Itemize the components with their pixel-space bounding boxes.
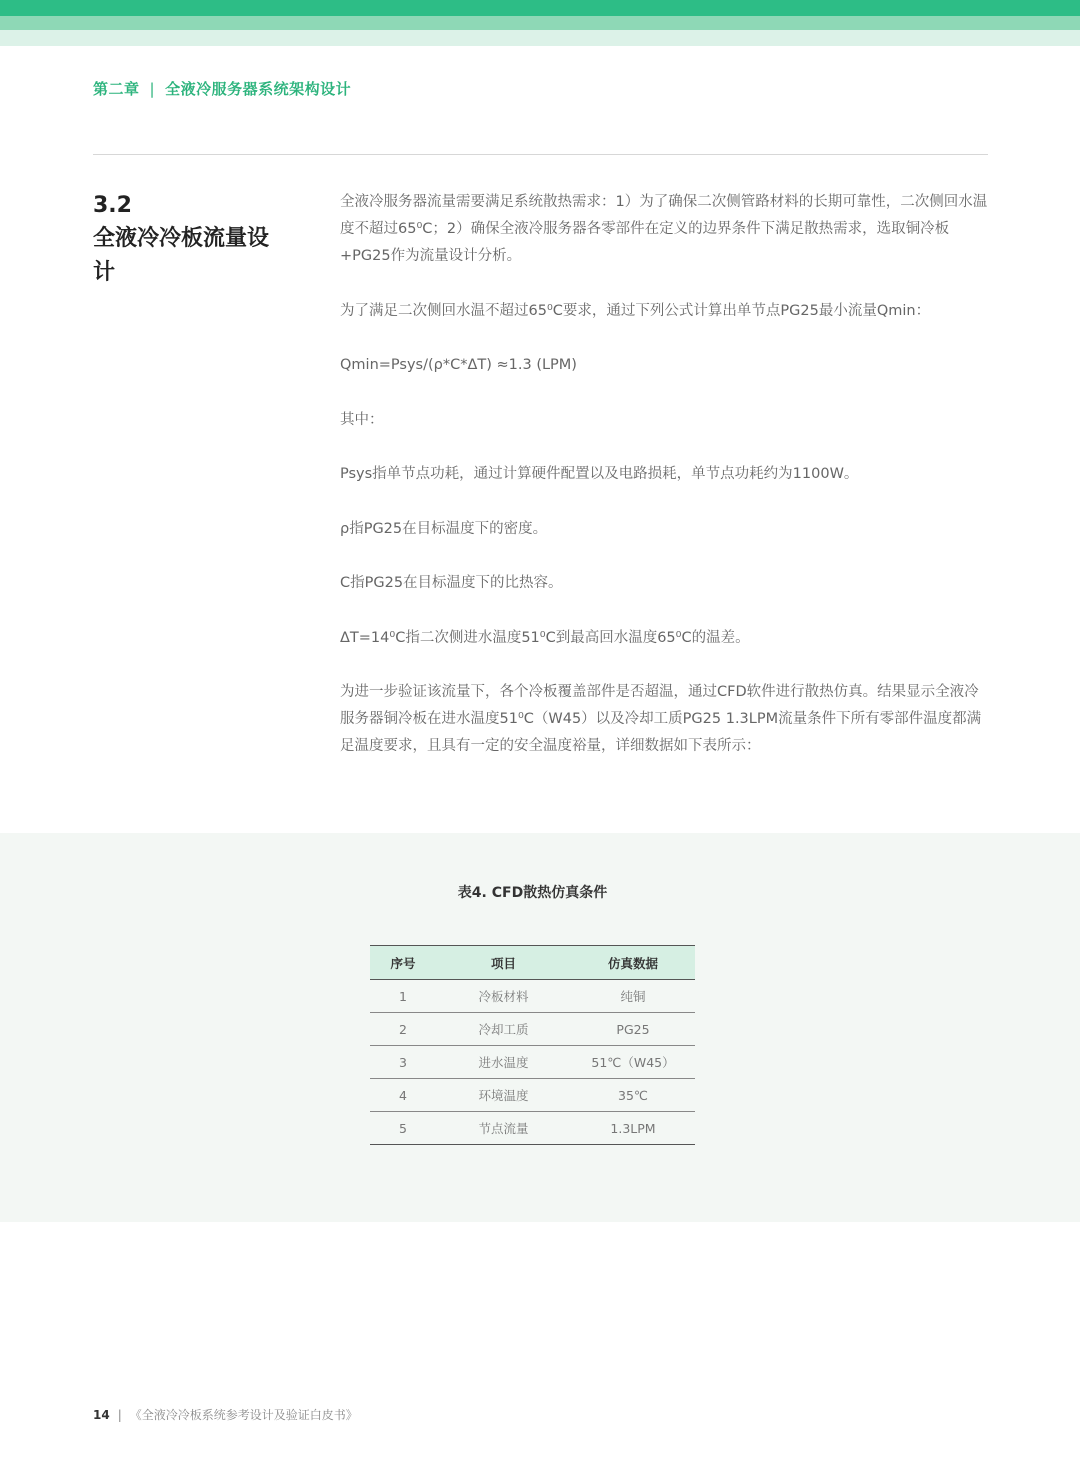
definition-rho: ρ指PG25在目标温度下的密度。 <box>340 521 548 537</box>
table-cell-item: 冷却工质 <box>436 1013 571 1046</box>
footer-separator: | <box>117 1408 122 1422</box>
definition-c: C指PG25在目标温度下的比热容。 <box>340 575 563 591</box>
table-cell-index: 3 <box>370 1046 436 1079</box>
table-header-row <box>370 946 695 980</box>
top-accent-band <box>0 0 1080 16</box>
table-header-item: 项目 <box>436 946 571 980</box>
table-header-index: 序号 <box>370 946 436 980</box>
table-cell-item: 节点流量 <box>436 1112 571 1145</box>
table-row <box>370 1112 695 1145</box>
header-divider <box>93 154 988 155</box>
table-row <box>370 1046 695 1079</box>
table-cell-value: 35℃ <box>571 1079 695 1112</box>
table-cell-value: 1.3LPM <box>571 1112 695 1145</box>
section-number: 3.2 <box>93 193 132 218</box>
definition-delta-t: ΔT=14⁰C指二次侧进水温度51⁰C到最高回水温度65⁰C的温差。 <box>340 630 750 646</box>
section-title: 全液冷冷板流量设计 <box>93 226 270 285</box>
table-row <box>370 980 695 1013</box>
table-cell-index: 2 <box>370 1013 436 1046</box>
table-cell-value: 纯铜 <box>571 980 695 1013</box>
footer-document-title: 《全液冷冷板系统参考设计及验证白皮书》 <box>129 1408 358 1422</box>
paragraph-qmin-intro: 为了满足二次侧回水温不超过65⁰C要求，通过下列公式计算出单节点PG25最小流量Qmin： <box>340 303 931 319</box>
table-cell-index: 5 <box>370 1112 436 1145</box>
table-cell-item: 冷板材料 <box>436 980 571 1013</box>
table-cell-item: 进水温度 <box>436 1046 571 1079</box>
chapter-separator: | <box>149 80 156 98</box>
table-row <box>370 1013 695 1046</box>
formula-qmin: Qmin=Psys/(ρ*C*ΔT) ≈1.3 (LPM) <box>340 357 577 373</box>
page-number: 14 <box>93 1408 110 1422</box>
page-footer <box>93 1406 358 1423</box>
table-cell-index: 4 <box>370 1079 436 1112</box>
paragraph-requirements: 全液冷服务器流量需要满足系统散热需求：1）为了确保二次侧管路材料的长期可靠性，二次侧回水温度不超过65⁰C；2）确保全液冷服务器各零部件在定义的边界条件下满足散热需求，选取铜冷板+PG25作为流量设计分析。 <box>340 194 988 264</box>
table-cell-value: PG25 <box>571 1013 695 1046</box>
top-accent-band-pale <box>0 30 1080 46</box>
table-cell-index: 1 <box>370 980 436 1013</box>
paragraph-where: 其中： <box>340 412 384 428</box>
chapter-header <box>93 78 351 99</box>
table-cell-item: 环境温度 <box>436 1079 571 1112</box>
paragraph-cfd-validation: 为进一步验证该流量下，各个冷板覆盖部件是否超温，通过CFD软件进行散热仿真。结果显示全液冷服务器铜冷板在进水温度51⁰C（W45）以及冷却工质PG25 1.3LPM流量条件下所有零部件温度都满足温度要求，且具有一定的安全温度裕量，详细数据如下表所示： <box>340 684 982 754</box>
definition-psys: Psys指单节点功耗，通过计算硬件配置以及电路损耗，单节点功耗约为1100W。 <box>340 466 859 482</box>
chapter-title: 全液冷服务器系统架构设计 <box>165 80 352 98</box>
chapter-label: 第二章 <box>93 80 140 98</box>
table-cell-value: 51℃（W45） <box>571 1046 695 1079</box>
table-row <box>370 1079 695 1112</box>
top-accent-band-light <box>0 16 1080 30</box>
table-header-value: 仿真数据 <box>571 946 695 980</box>
cfd-conditions-table <box>370 945 695 1145</box>
table-caption: 表4. CFD散热仿真条件 <box>457 885 608 901</box>
